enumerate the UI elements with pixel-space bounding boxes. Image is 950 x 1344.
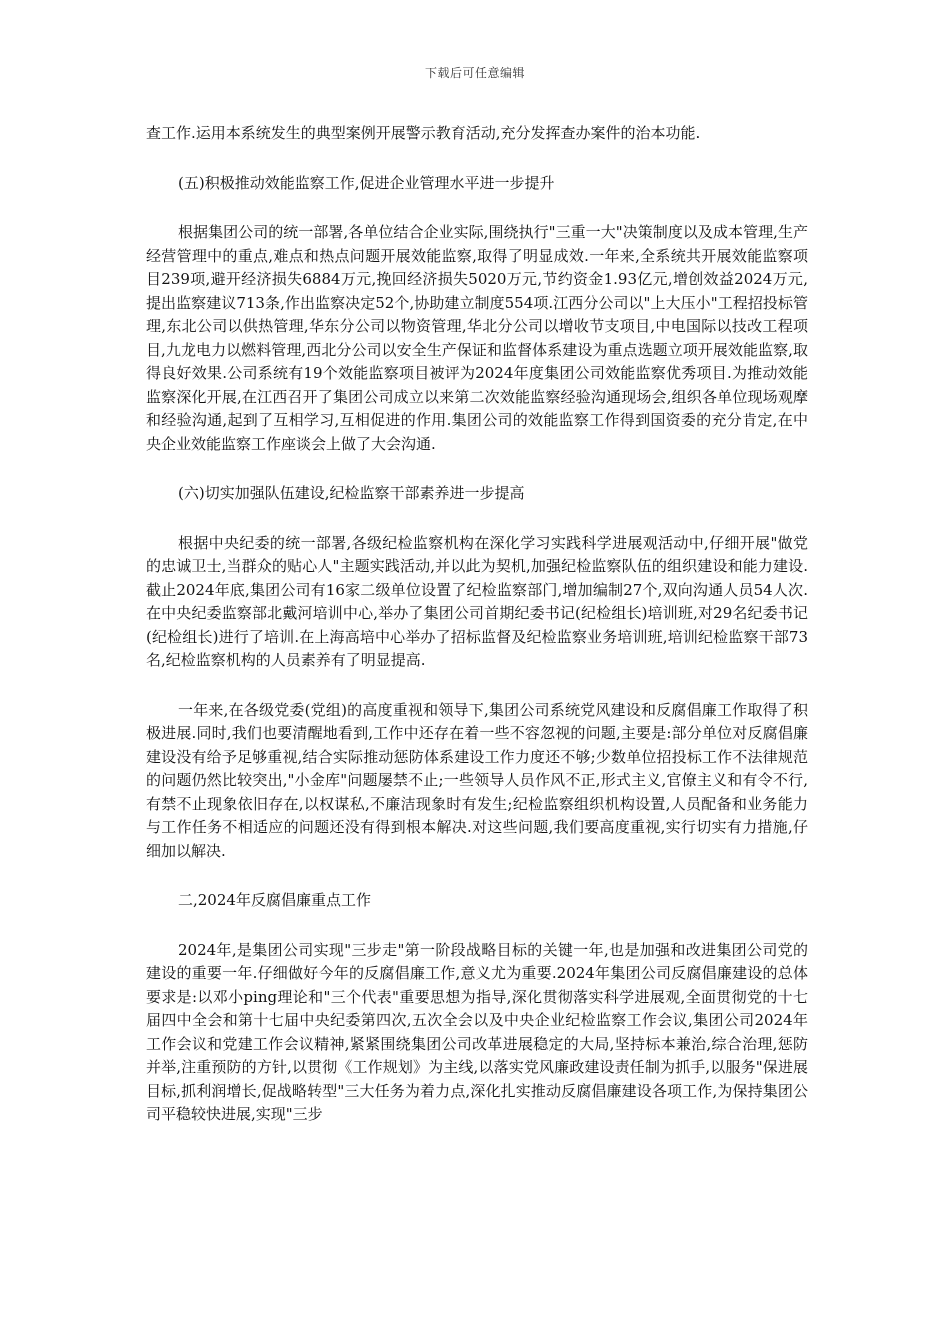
paragraph-problems: 一年来,在各级党委(党组)的高度重视和领导下,集团公司系统党风建设和反腐倡廉工作取得了积极进展.同时,我们也要清醒地看到,工作中还存在着一些不容忽视的问题,主要是:部分单位对反腐倡廉建设没有给予足够重视,结合实际推动惩防体系建设工作力度还不够;少数单位招投标工作不法律规范的问题仍然比较突出,"小金库"问题屡禁不止;一些领导人员作风不正,形式主义,官僚主义和有令不行,有禁不止现象依旧存在,以权谋私,不廉洁现象时有发生;纪检监察组织机构设置,人员配备和业务能力与工作任务不相适应的问题还没有得到根本解决.对这些问题,我们要高度重视,实行切实有力措施,仔细加以解决. (146, 700, 808, 860)
paragraph-continuation: 查工作.运用本系统发生的典型案例开展警示教育活动,充分发挥查办案件的治本功能. (146, 124, 701, 142)
document-body (146, 122, 808, 1153)
section-heading-2: 二,2024年反腐倡廉重点工作 (178, 891, 371, 909)
paragraph-efficiency-supervision: 根据集团公司的统一部署,各单位结合企业实际,围绕执行"三重一大"决策制度以及成本管理,生产经营管理中的重点,难点和热点问题开展效能监察,取得了明显成效.一年来,全系统共开展效能监察项目239项,避开经济损失6884万元,挽回经济损失5020万元,节约资金1.93亿元,增创效益2024万元,提出监察建议713条,作出监察决定52个,协助建立制度554项.江西分公司以"上大压小"工程招投标管理,东北公司以供热管理,华东分公司以物资管理,华北分公司以增收节支项目,中电国际以技改工程项目,九龙电力以燃料管理,西北分公司以安全生产保证和监督体系建设为重点选题立项开展效能监察,取得良好效果.公司系统有19个效能监察项目被评为2024年度集团公司效能监察优秀项目.为推动效能监察深化开展,在江西召开了集团公司成立以来第二次效能监察经验沟通现场会,组织各单位现场观摩和经验沟通,起到了互相学习,互相促进的作用.集团公司的效能监察工作得到国资委的充分肯定,在中央企业效能监察工作座谈会上做了大会沟通. (146, 223, 808, 453)
section-heading-6: (六)切实加强队伍建设,纪检监察干部素养进一步提高 (178, 484, 525, 502)
page-header: 下载后可任意编辑 (424, 66, 525, 80)
paragraph-2024-requirements: 2024年,是集团公司实现"三步走"第一阶段战略目标的关键一年,也是加强和改进集团公司党的建设的重要一年.仔细做好今年的反腐倡廉工作,意义尤为重要.2024年集团公司反腐倡廉建设的总体要求是:以邓小ping理论和"三个代表"重要思想为指导,深化贯彻落实科学进展观,全面贯彻党的十七届四中全会和第十七届中央纪委第四次,五次全会以及中央企业纪检监察工作会议,集团公司2024年工作会议和党建工作会议精神,紧紧围绕集团公司改革进展稳定的大局,坚持标本兼治,综合治理,惩防并举,注重预防的方针,以贯彻《工作规划》为主线,以落实党风廉政建设责任制为抓手,以服务"保进展目标,抓利润增长,促战略转型"三大任务为着力点,深化扎实推动反腐倡廉建设各项工作,为保持集团公司平稳较快进展,实现"三步 (146, 940, 808, 1123)
paragraph-team-building: 根据中央纪委的统一部署,各级纪检监察机构在深化学习实践科学进展观活动中,仔细开展"做党的忠诚卫士,当群众的贴心人"主题实践活动,并以此为契机,加强纪检监察队伍的组织建设和能力建设.截止2024年底,集团公司有16家二级单位设置了纪检监察部门,增加编制27个,双向沟通人员54人次.在中央纪委监察部北戴河培训中心,举办了集团公司首期纪委书记(纪检组长)培训班,对29名纪委书记(纪检组长)进行了培训.在上海高培中心举办了招标监督及纪检监察业务培训班,培训纪检监察干部73名,纪检监察机构的人员素养有了明显提高. (146, 533, 808, 669)
section-heading-5: (五)积极推动效能监察工作,促进企业管理水平进一步提升 (178, 173, 555, 192)
